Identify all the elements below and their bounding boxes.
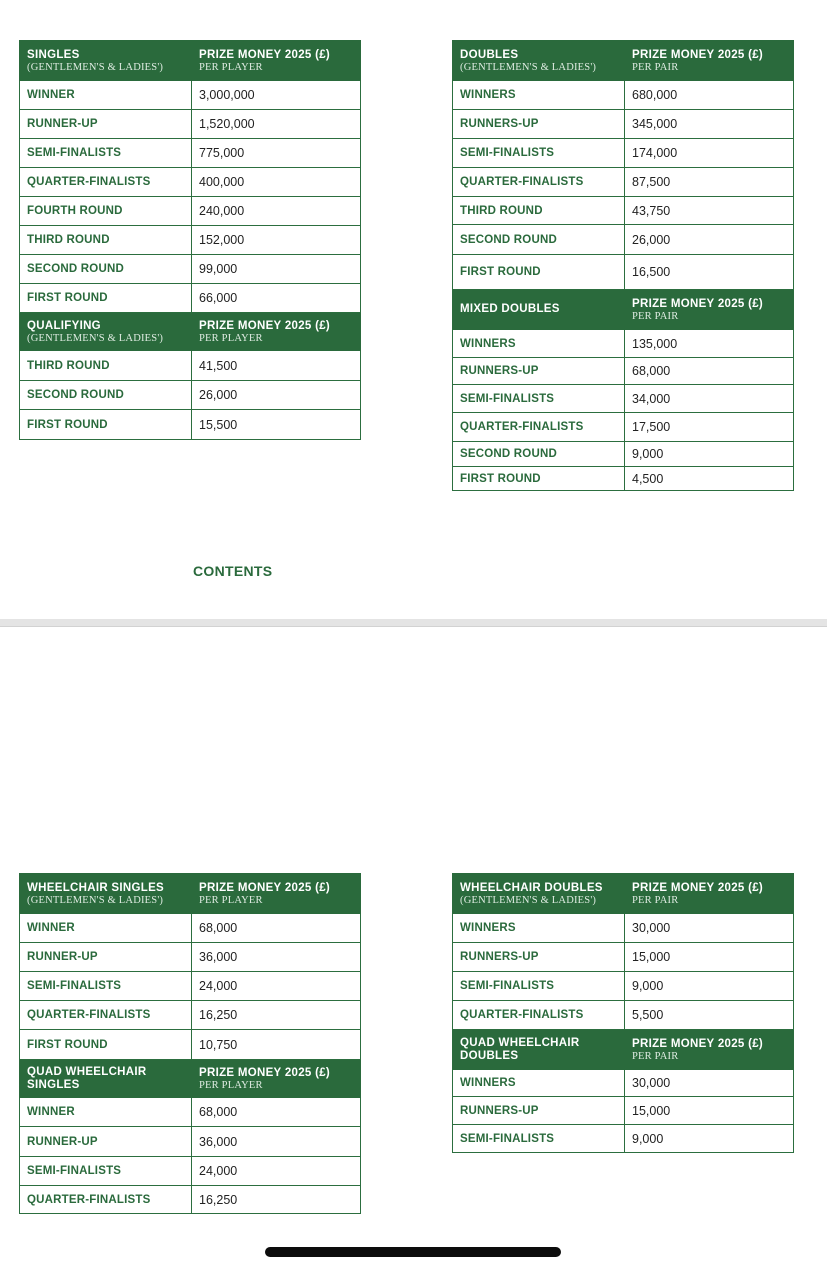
row-value: 152,000 xyxy=(192,226,361,255)
row-value: 36,000 xyxy=(192,943,361,972)
quad-singles-col-header xyxy=(192,1060,361,1098)
row-label: QUARTER-FINALISTS xyxy=(20,168,192,197)
row-label: FOURTH ROUND xyxy=(20,197,192,226)
mixed-col-header xyxy=(625,290,794,330)
doubles-prize-table xyxy=(452,40,794,491)
wc-singles-col-sub: PER PLAYER xyxy=(199,894,263,906)
row-label: FIRST ROUND xyxy=(453,467,625,491)
singles-col-sub: PER PLAYER xyxy=(199,61,263,73)
qualifying-col-header xyxy=(192,313,361,351)
wc-doubles-header-row xyxy=(453,874,794,914)
row-value: 16,250 xyxy=(192,1001,361,1030)
row-label: FIRST ROUND xyxy=(453,255,625,290)
row-value: 345,000 xyxy=(625,110,794,139)
row-label: SEMI-FINALISTS xyxy=(453,1125,625,1153)
mixed-col-sub: PER PAIR xyxy=(632,310,679,322)
row-label: WINNER xyxy=(20,1098,192,1127)
row-label: FIRST ROUND xyxy=(20,284,192,313)
table-row xyxy=(20,410,361,440)
wc-singles-col-header xyxy=(192,874,361,914)
row-label: THIRD ROUND xyxy=(20,351,192,381)
quad-singles-header-cell xyxy=(20,1060,192,1098)
table-row xyxy=(20,1098,361,1127)
row-value: 5,500 xyxy=(625,1001,794,1030)
row-label: SEMI-FINALISTS xyxy=(453,385,625,413)
wc-singles-col-title: PRIZE MONEY 2025 (£) xyxy=(199,881,331,894)
row-label: SEMI-FINALISTS xyxy=(453,972,625,1001)
row-label: SEMI-FINALISTS xyxy=(20,972,192,1001)
table-row xyxy=(453,1070,794,1097)
singles-col-header xyxy=(192,41,361,81)
table-row xyxy=(20,1186,361,1214)
table-row xyxy=(453,1097,794,1125)
table-row xyxy=(20,139,361,168)
row-label: RUNNERS-UP xyxy=(453,110,625,139)
wc-doubles-subtitle: (GENTLEMEN'S & LADIES') xyxy=(460,894,597,906)
doubles-col-header xyxy=(625,41,794,81)
row-label: RUNNERS-UP xyxy=(453,943,625,972)
table-row xyxy=(453,330,794,358)
row-value: 68,000 xyxy=(192,914,361,943)
qualifying-col-sub: PER PLAYER xyxy=(199,332,263,344)
row-value: 400,000 xyxy=(192,168,361,197)
row-value: 15,000 xyxy=(625,1097,794,1125)
quad-singles-title-line1: QUAD WHEELCHAIR xyxy=(27,1065,147,1078)
table-row xyxy=(20,1127,361,1157)
quad-doubles-title-line1: QUAD WHEELCHAIR xyxy=(460,1036,580,1049)
row-label: THIRD ROUND xyxy=(20,226,192,255)
singles-subtitle: (GENTLEMEN'S & LADIES') xyxy=(27,61,164,73)
wc-singles-title: WHEELCHAIR SINGLES xyxy=(27,881,165,894)
row-value: 43,750 xyxy=(625,197,794,225)
quad-singles-col-sub: PER PLAYER xyxy=(199,1079,263,1091)
table-row xyxy=(453,467,794,491)
wc-doubles-col-sub: PER PAIR xyxy=(632,894,679,906)
mixed-header-row xyxy=(453,290,794,330)
row-value: 15,000 xyxy=(625,943,794,972)
row-label: SEMI-FINALISTS xyxy=(453,139,625,168)
mixed-col-title: PRIZE MONEY 2025 (£) xyxy=(632,297,764,310)
wc-doubles-title: WHEELCHAIR DOUBLES xyxy=(460,881,603,894)
table-row xyxy=(20,972,361,1001)
quad-doubles-header-row xyxy=(453,1030,794,1070)
doubles-header-cell xyxy=(453,41,625,81)
table-row xyxy=(453,358,794,385)
row-label: SECOND ROUND xyxy=(453,442,625,467)
row-value: 99,000 xyxy=(192,255,361,284)
qualifying-header-row xyxy=(20,313,361,351)
table-row xyxy=(20,351,361,381)
row-label: SEMI-FINALISTS xyxy=(20,1157,192,1186)
row-label: THIRD ROUND xyxy=(453,197,625,225)
table-row xyxy=(453,225,794,255)
row-label: RUNNER-UP xyxy=(20,110,192,139)
row-value: 30,000 xyxy=(625,914,794,943)
row-value: 30,000 xyxy=(625,1070,794,1097)
row-label: SECOND ROUND xyxy=(20,255,192,284)
row-label: WINNER xyxy=(20,914,192,943)
qualifying-subtitle: (GENTLEMEN'S & LADIES') xyxy=(27,332,164,344)
qualifying-title: QUALIFYING xyxy=(27,319,101,332)
row-value: 1,520,000 xyxy=(192,110,361,139)
row-label: QUARTER-FINALISTS xyxy=(20,1001,192,1030)
row-value: 17,500 xyxy=(625,413,794,442)
table-row xyxy=(20,943,361,972)
home-indicator[interactable] xyxy=(265,1247,561,1257)
wheelchair-singles-prize-table xyxy=(19,873,361,1214)
quad-doubles-col-header xyxy=(625,1030,794,1070)
singles-title: SINGLES xyxy=(27,48,80,61)
doubles-header-row xyxy=(453,41,794,81)
singles-col-title: PRIZE MONEY 2025 (£) xyxy=(199,48,331,61)
row-label: WINNERS xyxy=(453,914,625,943)
table-row xyxy=(20,197,361,226)
table-row xyxy=(453,197,794,225)
row-value: 680,000 xyxy=(625,81,794,110)
table-row xyxy=(453,972,794,1001)
quad-doubles-header-cell xyxy=(453,1030,625,1070)
row-value: 174,000 xyxy=(625,139,794,168)
table-row xyxy=(20,168,361,197)
row-value: 16,250 xyxy=(192,1186,361,1214)
wc-singles-header-cell xyxy=(20,874,192,914)
table-row xyxy=(20,1157,361,1186)
row-label: RUNNERS-UP xyxy=(453,1097,625,1125)
row-label: FIRST ROUND xyxy=(20,1030,192,1060)
row-value: 9,000 xyxy=(625,1125,794,1153)
row-value: 16,500 xyxy=(625,255,794,290)
row-value: 26,000 xyxy=(192,381,361,410)
wc-doubles-header-cell xyxy=(453,874,625,914)
row-label: QUARTER-FINALISTS xyxy=(20,1186,192,1214)
qualifying-header-cell xyxy=(20,313,192,351)
row-value: 24,000 xyxy=(192,1157,361,1186)
wc-singles-header-row xyxy=(20,874,361,914)
row-value: 775,000 xyxy=(192,139,361,168)
row-value: 87,500 xyxy=(625,168,794,197)
row-label: WINNERS xyxy=(453,1070,625,1097)
table-row xyxy=(453,110,794,139)
row-value: 68,000 xyxy=(192,1098,361,1127)
table-row xyxy=(453,943,794,972)
doubles-col-sub: PER PAIR xyxy=(632,61,679,73)
doubles-subtitle: (GENTLEMEN'S & LADIES') xyxy=(460,61,597,73)
contents-link[interactable]: CONTENTS xyxy=(193,563,273,579)
singles-header-cell xyxy=(20,41,192,81)
row-label: WINNERS xyxy=(453,330,625,358)
row-value: 41,500 xyxy=(192,351,361,381)
row-value: 10,750 xyxy=(192,1030,361,1060)
row-value: 4,500 xyxy=(625,467,794,491)
singles-header-row xyxy=(20,41,361,81)
quad-doubles-col-title: PRIZE MONEY 2025 (£) xyxy=(632,1037,764,1050)
row-label: SEMI-FINALISTS xyxy=(20,139,192,168)
quad-doubles-col-sub: PER PAIR xyxy=(632,1050,679,1062)
row-label: FIRST ROUND xyxy=(20,410,192,440)
table-row xyxy=(453,442,794,467)
mixed-header-cell xyxy=(453,290,625,330)
table-row xyxy=(20,284,361,313)
row-label: RUNNER-UP xyxy=(20,1127,192,1157)
row-label: SECOND ROUND xyxy=(20,381,192,410)
mixed-title: MIXED DOUBLES xyxy=(460,303,560,315)
row-value: 9,000 xyxy=(625,442,794,467)
table-row xyxy=(453,139,794,168)
qualifying-col-title: PRIZE MONEY 2025 (£) xyxy=(199,319,331,332)
row-label: QUARTER-FINALISTS xyxy=(453,413,625,442)
row-label: WINNERS xyxy=(453,81,625,110)
row-label: QUARTER-FINALISTS xyxy=(453,1001,625,1030)
row-value: 9,000 xyxy=(625,972,794,1001)
table-row xyxy=(453,168,794,197)
doubles-col-title: PRIZE MONEY 2025 (£) xyxy=(632,48,764,61)
row-label: QUARTER-FINALISTS xyxy=(453,168,625,197)
row-label: SECOND ROUND xyxy=(453,225,625,255)
wc-singles-subtitle: (GENTLEMEN'S & LADIES') xyxy=(27,894,164,906)
wheelchair-doubles-prize-table xyxy=(452,873,794,1153)
quad-singles-col-title: PRIZE MONEY 2025 (£) xyxy=(199,1066,331,1079)
row-value: 135,000 xyxy=(625,330,794,358)
table-row xyxy=(453,914,794,943)
row-value: 68,000 xyxy=(625,358,794,385)
quad-doubles-title-line2: DOUBLES xyxy=(460,1049,519,1062)
row-value: 36,000 xyxy=(192,1127,361,1157)
page-divider xyxy=(0,619,827,627)
row-label: WINNER xyxy=(20,81,192,110)
table-row xyxy=(20,1001,361,1030)
row-label: RUNNER-UP xyxy=(20,943,192,972)
table-row xyxy=(453,1001,794,1030)
table-row xyxy=(20,110,361,139)
table-row xyxy=(453,255,794,290)
quad-singles-header-row xyxy=(20,1060,361,1098)
table-row xyxy=(453,1125,794,1153)
quad-singles-title-line2: SINGLES xyxy=(27,1078,80,1091)
row-value: 15,500 xyxy=(192,410,361,440)
doubles-title: DOUBLES xyxy=(460,48,519,61)
row-value: 240,000 xyxy=(192,197,361,226)
row-value: 24,000 xyxy=(192,972,361,1001)
row-value: 66,000 xyxy=(192,284,361,313)
singles-prize-table xyxy=(19,40,361,440)
table-row xyxy=(453,81,794,110)
row-label: RUNNERS-UP xyxy=(453,358,625,385)
table-row xyxy=(20,81,361,110)
table-row xyxy=(20,381,361,410)
table-row xyxy=(453,413,794,442)
row-value: 34,000 xyxy=(625,385,794,413)
wc-doubles-col-title: PRIZE MONEY 2025 (£) xyxy=(632,881,764,894)
wc-doubles-col-header xyxy=(625,874,794,914)
row-value: 3,000,000 xyxy=(192,81,361,110)
table-row xyxy=(453,385,794,413)
table-row xyxy=(20,255,361,284)
table-row xyxy=(20,226,361,255)
table-row xyxy=(20,1030,361,1060)
table-row xyxy=(20,914,361,943)
row-value: 26,000 xyxy=(625,225,794,255)
